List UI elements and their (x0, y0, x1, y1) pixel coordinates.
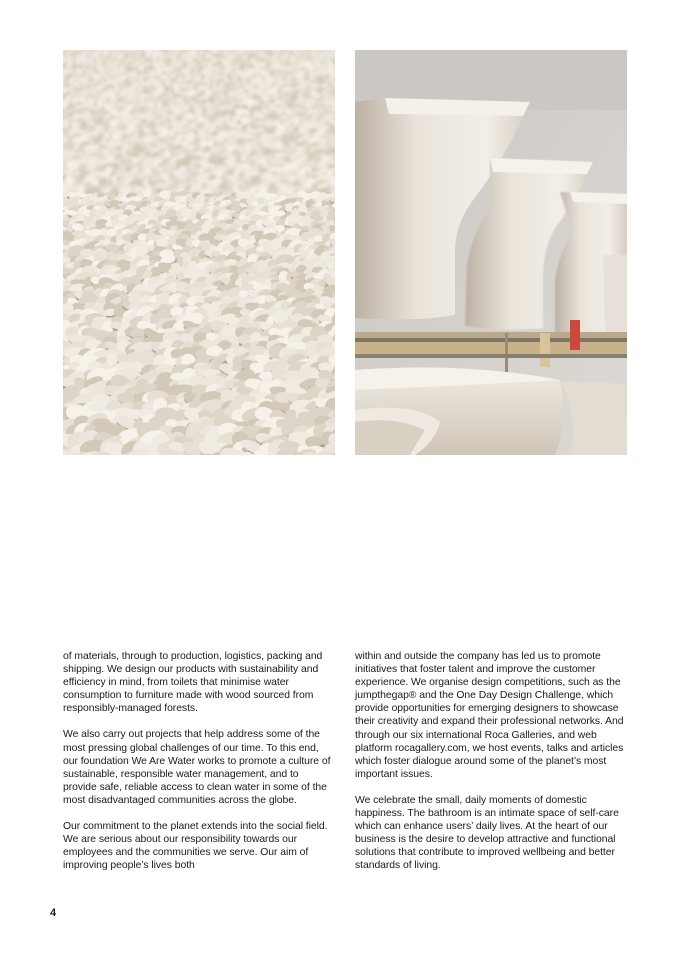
pebbles-photo (63, 50, 335, 455)
pebbles-illustration (63, 50, 335, 455)
